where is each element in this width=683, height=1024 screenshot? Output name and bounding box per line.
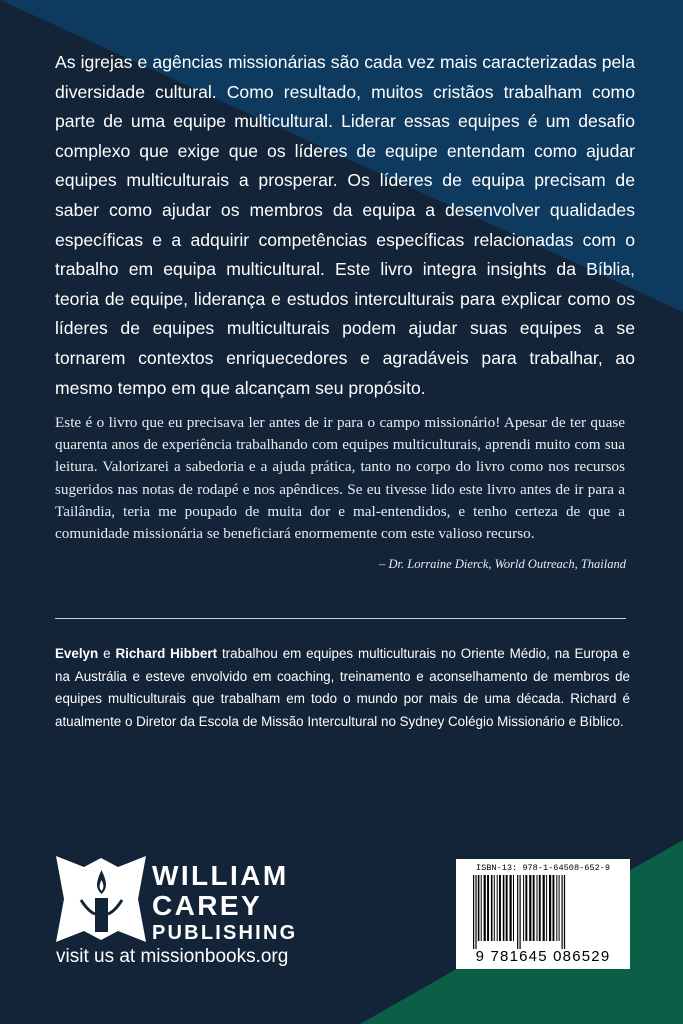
author-conjunction: e <box>98 646 116 661</box>
author-bio <box>55 643 630 733</box>
back-cover-blurb: As igrejas e agências missionárias são cada vez mais caracterizadas pela diversidade cultural. Como resultado, muitos cristãos trabalham como parte de uma equipe multicultural. Liderar essas equipes é um desafio complexo que exige que os líderes de equipe entendam como ajudar equipes multiculturais a prosperar. Os líderes de equipa precisam de saber como ajudar os membros da equipa a desenvolver qualidades específicas e a adquirir competências específicas relacionadas com o trabalho em equipa multicultural. Este livro integra insights da Bíblia, teoria de equipe, liderança e estudos interculturais para explicar como os líderes de equipes multiculturais podem ajudar suas equipes a se tornarem contextos enriquecedores e agradáveis para trabalhar, ao mesmo tempo em que alcançam seu propósito. <box>55 52 635 398</box>
endorsement-quote: Este é o livro que eu precisava ler antes de ir para o campo missionário! Apesar de ter quase quarenta anos de experiência trabalhando com equipes multiculturais, aprendi muito com sua leitura. Valorizarei a sabedoria e a ajuda prática, tanto no corpo do livro como nos recursos sugeridos nas notas de rodapé e nos apêndices. Se eu tivesse lido este livro antes de ir para a Tailândia, teria me poupado de muita dor e mal-entendidos, e tenho certeza de que a comunidade missionária se beneficiará enormemente com este valioso recurso. <box>55 414 625 543</box>
publisher-name-line3: PUBLISHING <box>152 922 298 944</box>
isbn-label: ISBN-13: 978-1-64508-652-9 <box>475 863 611 873</box>
ean-number: 9 781645 086529 <box>475 948 611 965</box>
divider-line <box>55 618 626 619</box>
author-name-evelyn: Evelyn <box>55 646 99 661</box>
publisher-name-line1: WILLIAM <box>152 860 289 891</box>
author-name-richard: Richard Hibbert <box>115 646 218 661</box>
barcode-icon <box>463 875 623 949</box>
candle-icon <box>56 856 146 942</box>
endorsement-attribution: – Dr. Lorraine Dierck, World Outreach, Thailand <box>379 557 626 571</box>
author-bio-text: trabalhou em equipes multiculturais no Oriente Médio, na Europa e na Austrália e esteve envolvido em coaching, treinamento e aconselhamento de membros de equipes multiculturais que trabalham em todo o mundo por mais de uma década. Richard é atualmente o Diretor da Escola de Missão Intercultural no Sydney Colégio Missionário e Bíblico. <box>55 646 631 729</box>
publisher-website: visit us at missionbooks.org <box>56 946 289 967</box>
publisher-name-line2: CAREY <box>152 890 263 921</box>
barcode-box <box>456 859 630 969</box>
